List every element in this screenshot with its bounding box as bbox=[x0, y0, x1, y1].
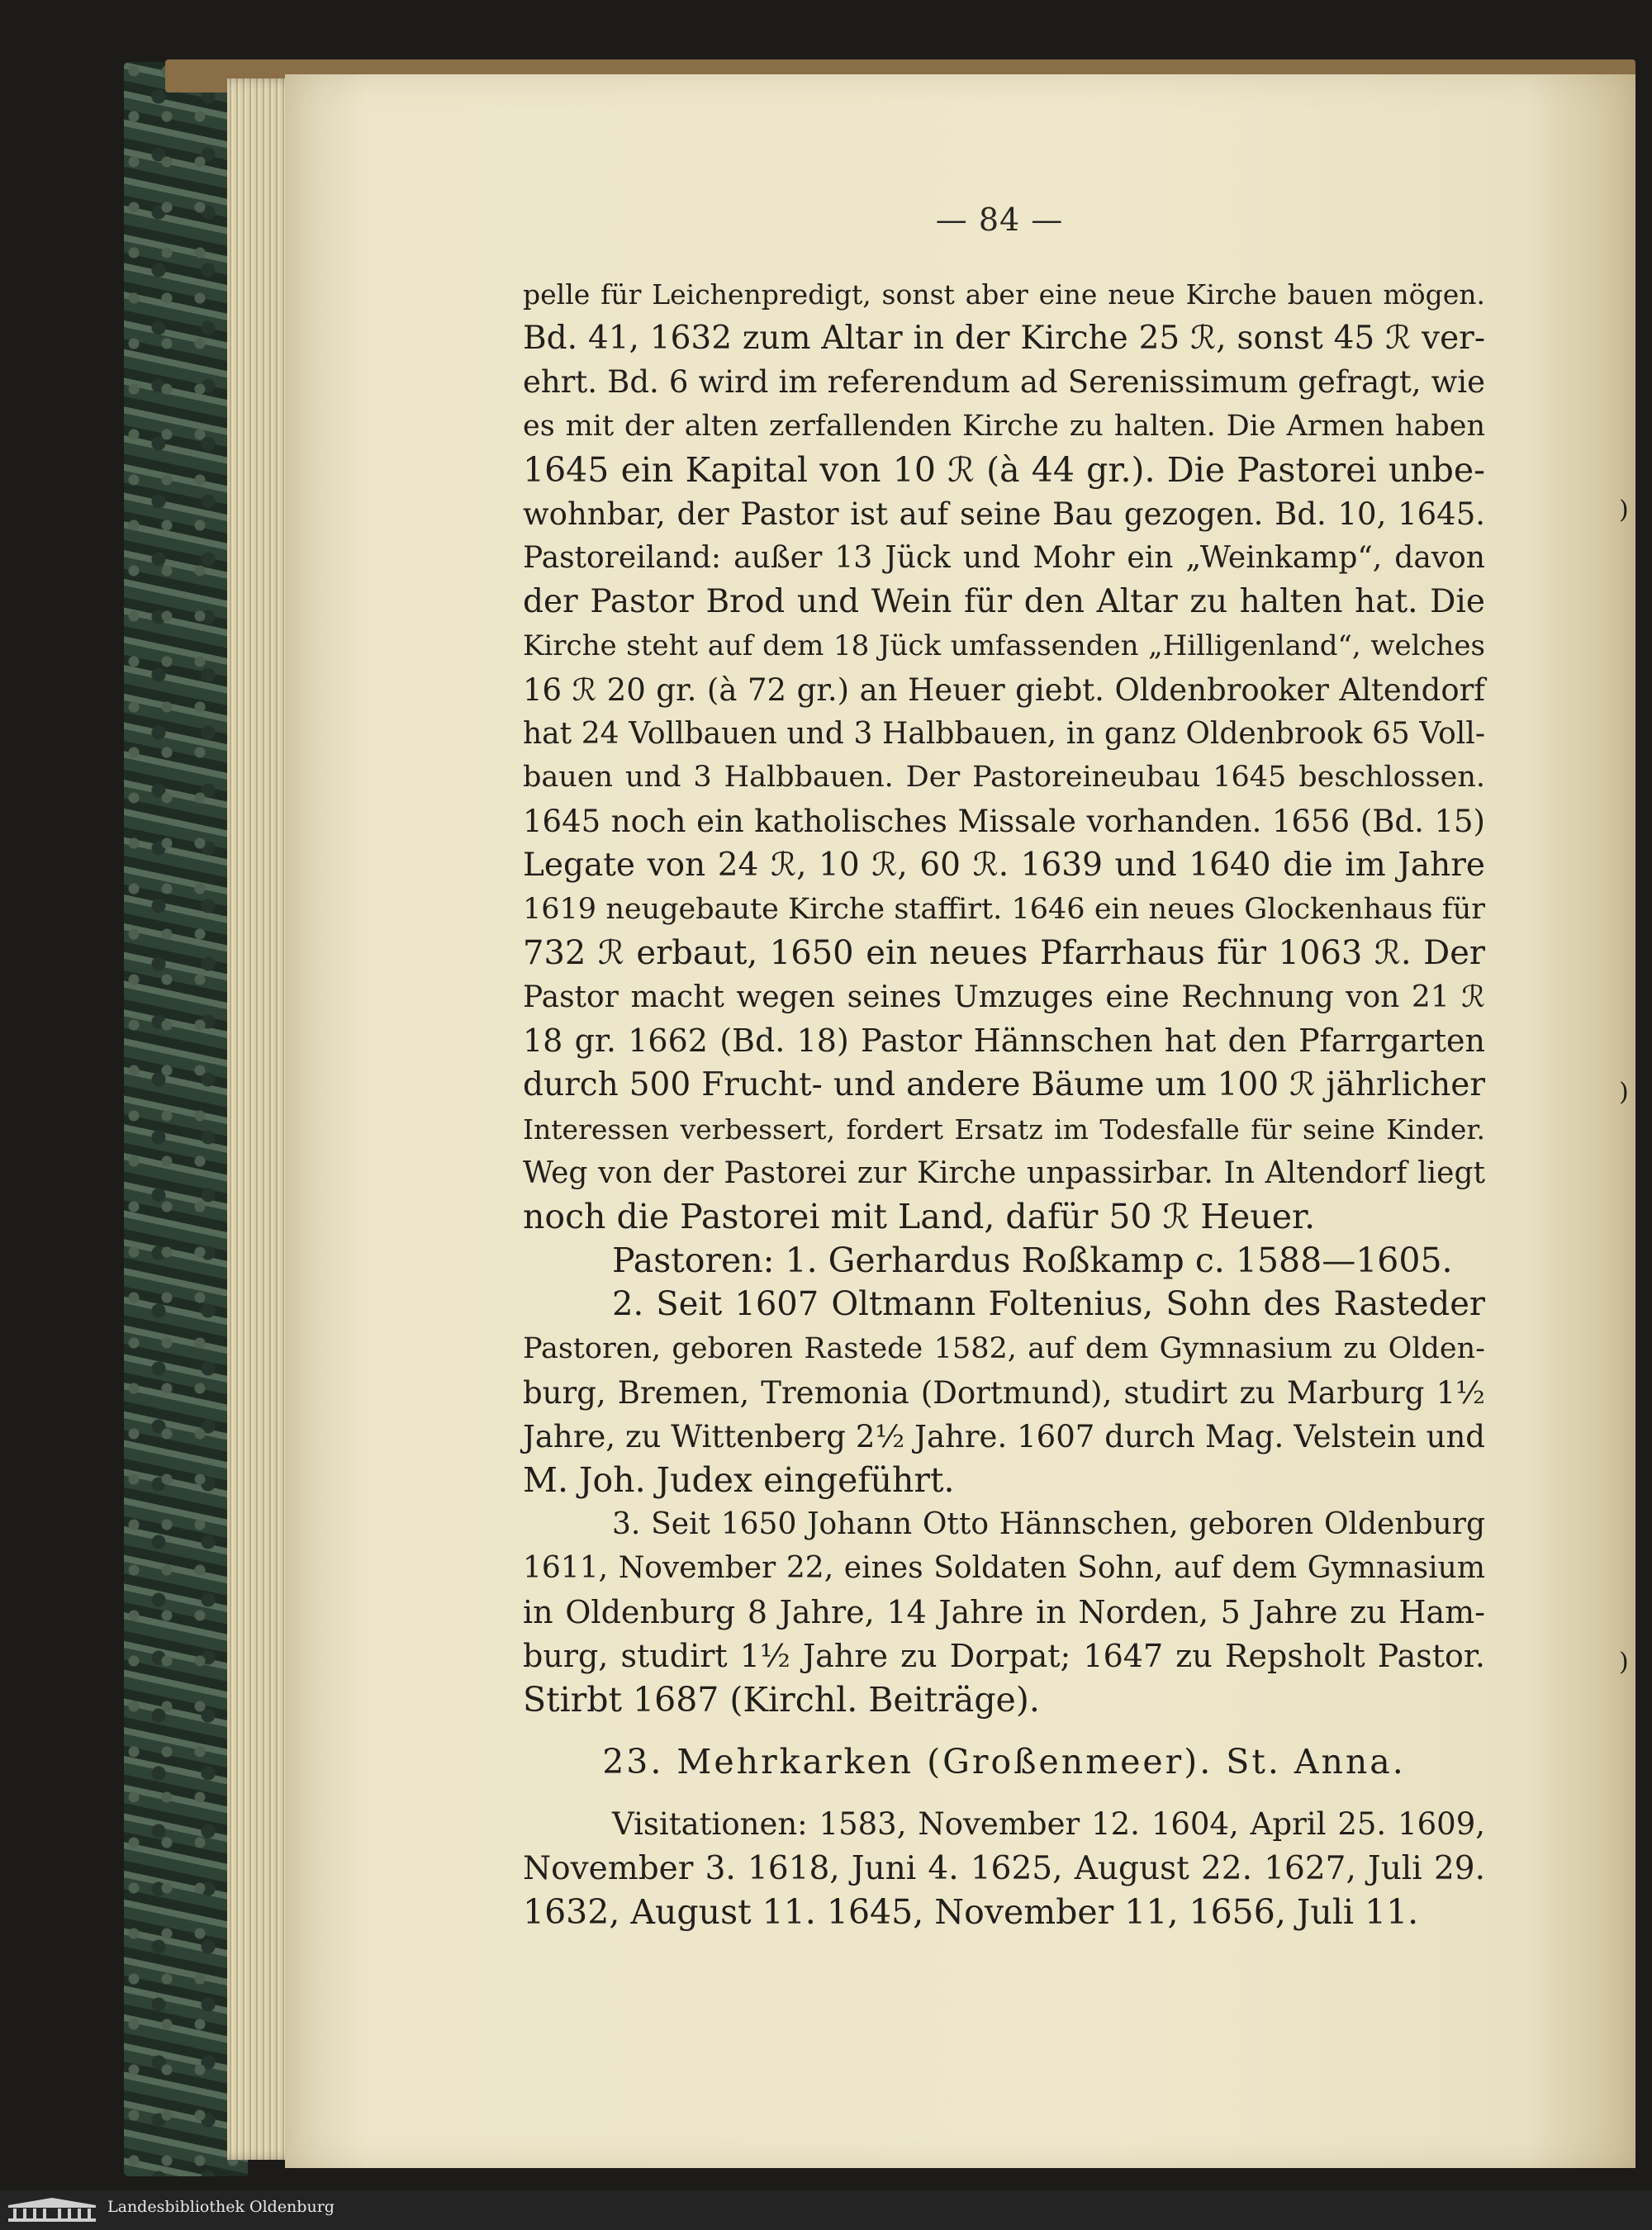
text-line: 18 gr. 1662 (Bd. 18) Pastor Hännschen hat den Pfarrgarten bbox=[523, 1022, 1485, 1060]
text-line: November 3. 1618, Juni 4. 1625, August 22. 1627, Juli 29. bbox=[523, 1849, 1485, 1887]
library-building-icon bbox=[7, 2197, 97, 2223]
text-line: Pastor macht wegen seines Umzuges eine Rechnung von 21 ℛ bbox=[523, 980, 1485, 1014]
text-line: 2. Seit 1607 Oltmann Foltenius, Sohn des Rasteder bbox=[612, 1285, 1485, 1324]
text-line: bauen und 3 Halbbauen. Der Pastoreineubau 1645 beschlossen. bbox=[523, 761, 1485, 795]
text-line: der Pastor Brod und Wein für den Altar zu halten hat. Die bbox=[523, 583, 1485, 621]
margin-mark: ) bbox=[1619, 496, 1629, 524]
text-line: wohnbar, der Pastor ist auf seine Bau gezogen. Bd. 10, 1645. bbox=[523, 496, 1485, 532]
text-line: 1611, November 22, eines Soldaten Sohn, auf dem Gymnasium bbox=[523, 1551, 1485, 1586]
text-line: 1645 ein Kapital von 10 ℛ (à 44 gr.). Die Pastorei unbe- bbox=[523, 449, 1485, 490]
text-line: Legate von 24 ℛ, 10 ℛ, 60 ℛ. 1639 und 1640 die im Jahre bbox=[523, 847, 1485, 885]
text-line: Pastoren: 1. Gerhardus Roßkamp c. 1588—1605. bbox=[612, 1241, 1453, 1281]
page-number: — 84 — bbox=[935, 202, 1064, 238]
text-line: ehrt. Bd. 6 wird im referendum ad Serenissimum gefragt, wie bbox=[523, 364, 1485, 401]
section-heading: 23. Mehrkarken (Großenmeer). St. Anna. bbox=[602, 1742, 1406, 1782]
text-line: burg, studirt 1½ Jahre zu Dorpat; 1647 zu Repsholt Pastor. bbox=[523, 1637, 1485, 1674]
library-name[interactable]: Landesbibliothek Oldenburg bbox=[107, 2198, 335, 2216]
text-line: Visitationen: 1583, November 12. 1604, April 25. 1609, bbox=[612, 1806, 1485, 1843]
text-line: Jahre, zu Wittenberg 2½ Jahre. 1607 durch Mag. Velstein und bbox=[523, 1418, 1485, 1454]
footer-bar bbox=[0, 2190, 1652, 2230]
text-line: Weg von der Pastorei zur Kirche unpassirbar. In Altendorf liegt bbox=[523, 1155, 1485, 1190]
margin-mark: ) bbox=[1619, 1648, 1629, 1677]
paragraph-main bbox=[523, 273, 1485, 1239]
text-line: burg, Bremen, Tremonia (Dortmund), studirt zu Marburg 1½ bbox=[523, 1374, 1485, 1411]
text-line: 3. Seit 1650 Johann Otto Hännschen, geboren Oldenburg bbox=[612, 1507, 1485, 1542]
text-line: hat 24 Vollbauen und 3 Halbbauen, in ganz Oldenbrook 65 Voll- bbox=[523, 716, 1485, 751]
text-line: Interessen verbessert, fordert Ersatz im Todesfalle für seine Kinder. bbox=[523, 1113, 1485, 1146]
text-line: noch die Pastorei mit Land, dafür 50 ℛ Heuer. bbox=[523, 1196, 1316, 1236]
paragraph-visitations bbox=[523, 1802, 1485, 1934]
text-line: Pastoren, geboren Rastede 1582, auf dem Gymnasium zu Olden- bbox=[523, 1331, 1485, 1365]
page-text bbox=[523, 273, 1485, 1934]
text-line: Bd. 41, 1632 zum Altar in der Kirche 25 ℛ, sonst 45 ℛ ver- bbox=[523, 320, 1485, 358]
text-line: Pastoreiland: außer 13 Jück und Mohr ein „Weinkamp“, davon bbox=[523, 541, 1485, 576]
margin-mark: ) bbox=[1619, 1078, 1629, 1107]
text-line: durch 500 Frucht- und andere Bäume um 100 ℛ jährlicher bbox=[523, 1066, 1485, 1104]
text-line: Kirche steht auf dem 18 Jück umfassenden „Hilligenland“, welches bbox=[523, 629, 1485, 662]
text-line: 1632, August 11. 1645, November 11, 1656, Juli 11. bbox=[523, 1891, 1419, 1932]
text-line: in Oldenburg 8 Jahre, 14 Jahre in Norden, 5 Jahre zu Ham- bbox=[523, 1593, 1485, 1630]
paragraph-pastors bbox=[523, 1239, 1485, 1722]
text-line: 732 ℛ erbaut, 1650 ein neues Pfarrhaus für 1063 ℛ. Der bbox=[523, 933, 1485, 972]
text-line: Stirbt 1687 (Kirchl. Beiträge). bbox=[523, 1680, 1040, 1720]
text-line: es mit der alten zerfallenden Kirche zu halten. Die Armen haben bbox=[523, 409, 1485, 443]
text-line: M. Joh. Judex eingeführt. bbox=[523, 1460, 955, 1501]
text-line: 1645 noch ein katholisches Missale vorhanden. 1656 (Bd. 15) bbox=[523, 804, 1485, 840]
text-line: 1619 neugebaute Kirche staffirt. 1646 ein neues Glockenhaus für bbox=[523, 892, 1485, 926]
text-line: pelle für Leichenpredigt, sonst aber eine neue Kirche bauen mögen. bbox=[523, 278, 1485, 311]
text-line: 16 ℛ 20 gr. (à 72 gr.) an Heuer giebt. Oldenbrooker Altendorf bbox=[523, 671, 1485, 708]
